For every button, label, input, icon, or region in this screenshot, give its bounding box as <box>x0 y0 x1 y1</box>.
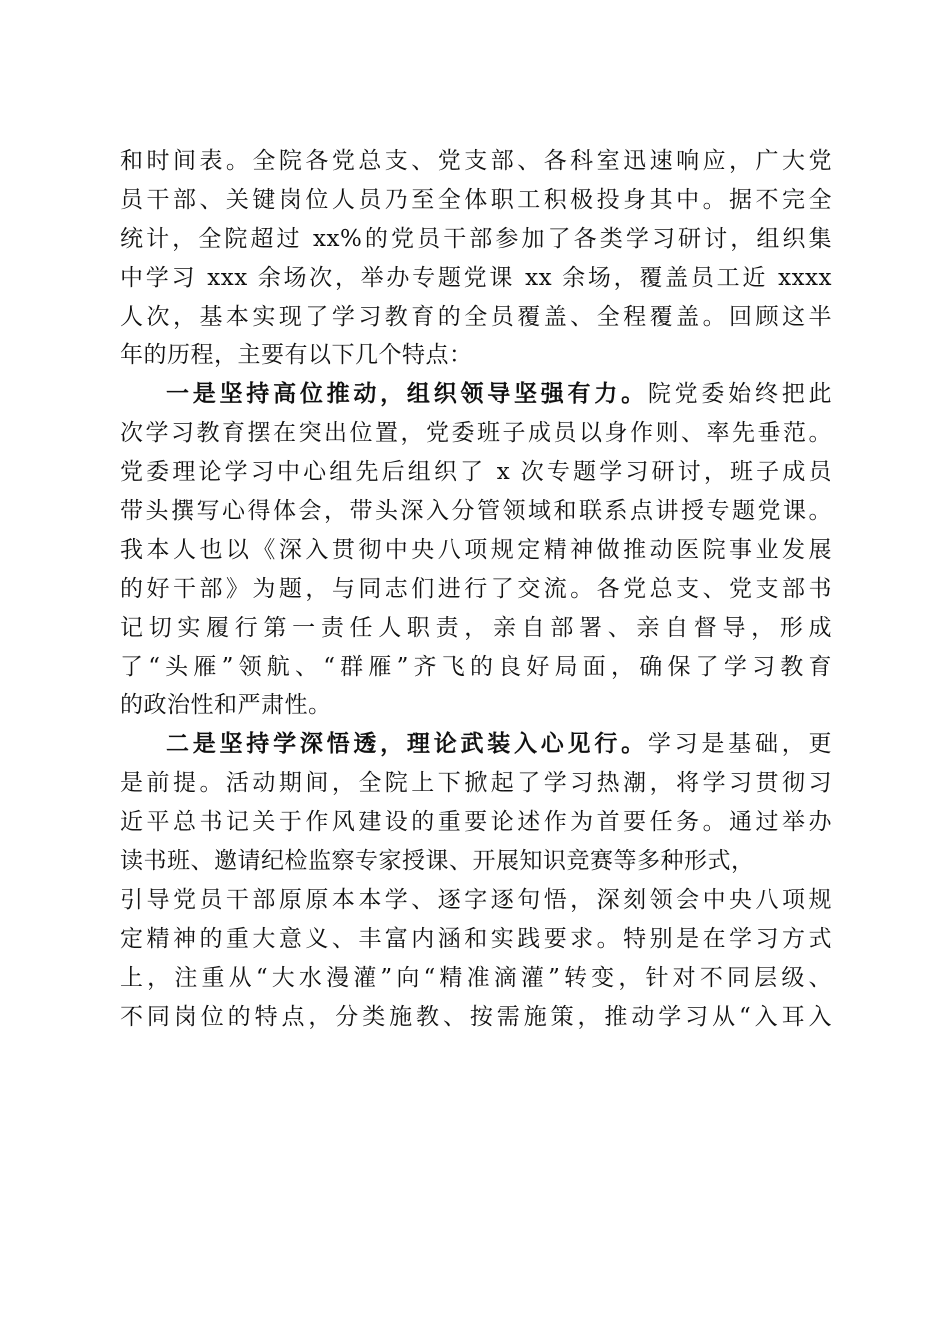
paragraph-intro <box>120 142 832 375</box>
text-line: 员干部、关键岗位人员乃至全体职工积极投身其中。据不完全 <box>120 186 832 213</box>
paragraph-point-two <box>120 725 832 1036</box>
text-line: 近平总书记关于作风建设的重要论述作为首要任务。通过举办 <box>120 809 832 836</box>
text-line: 不同岗位的特点，分类施教、按需施策，推动学习从“入耳入 <box>120 1003 832 1030</box>
text-line: 读书班、邀请纪检监察专家授课、开展知识竞赛等多种形式， <box>120 848 755 875</box>
text-line: 年的历程，主要有以下几个特点： <box>120 342 473 369</box>
text-line <box>120 725 832 764</box>
text-line: 和时间表。全院各党总支、党支部、各科室迅速响应，广大党 <box>120 148 832 174</box>
text-line: 中学习 xxx 余场次，举办专题党课 xx 余场，覆盖员工近 xxxx <box>120 264 832 291</box>
text-line: 上，注重从“大水漫灌”向“精准滴灌”转变，针对不同层级、 <box>120 964 832 991</box>
text-line: 统计，全院超过 xx%的党员干部参加了各类学习研讨，组织集 <box>120 225 832 252</box>
text-line: 党委理论学习中心组先后组织了 x 次专题学习研讨，班子成员 <box>120 459 832 486</box>
paragraph-point-one <box>120 375 832 725</box>
text-line: 是前提。活动期间，全院上下掀起了学习热潮，将学习贯彻习 <box>120 770 832 797</box>
text-line: 记切实履行第一责任人职责，亲自部署、亲自督导，形成 <box>120 614 832 641</box>
text-line: 引导党员干部原原本本学、逐字逐句悟，深刻领会中央八项规 <box>120 886 832 913</box>
text-line: 带头撰写心得体会，带头深入分管领域和联系点讲授专题党课。 <box>120 498 832 525</box>
text-line: 人次，基本实现了学习教育的全员覆盖、全程覆盖。回顾这半 <box>120 303 832 330</box>
text-line: 了“头雁”领航、“群雁”齐飞的良好局面，确保了学习教育 <box>120 653 832 680</box>
text-line: 我本人也以《深入贯彻中央八项规定精神做推动医院事业发展 <box>120 536 832 563</box>
text-span: 学习是基础，更 <box>647 731 833 758</box>
paragraph-heading: 一是坚持高位推动，组织领导坚强有力。 <box>166 380 648 408</box>
document-body <box>120 142 832 1036</box>
text-line: 定精神的重大意义、丰富内涵和实践要求。特别是在学习方式 <box>120 925 832 952</box>
text-line: 的政治性和严肃性。 <box>120 692 332 719</box>
text-line: 次学习教育摆在突出位置，党委班子成员以身作则、率先垂范。 <box>120 420 832 447</box>
text-line <box>120 375 832 414</box>
text-span: 院党委始终把此 <box>647 381 833 408</box>
text-line: 的好干部》为题，与同志们进行了交流。各党总支、党支部书 <box>120 575 832 602</box>
paragraph-heading: 二是坚持学深悟透，理论武装入心见行。 <box>166 730 648 758</box>
